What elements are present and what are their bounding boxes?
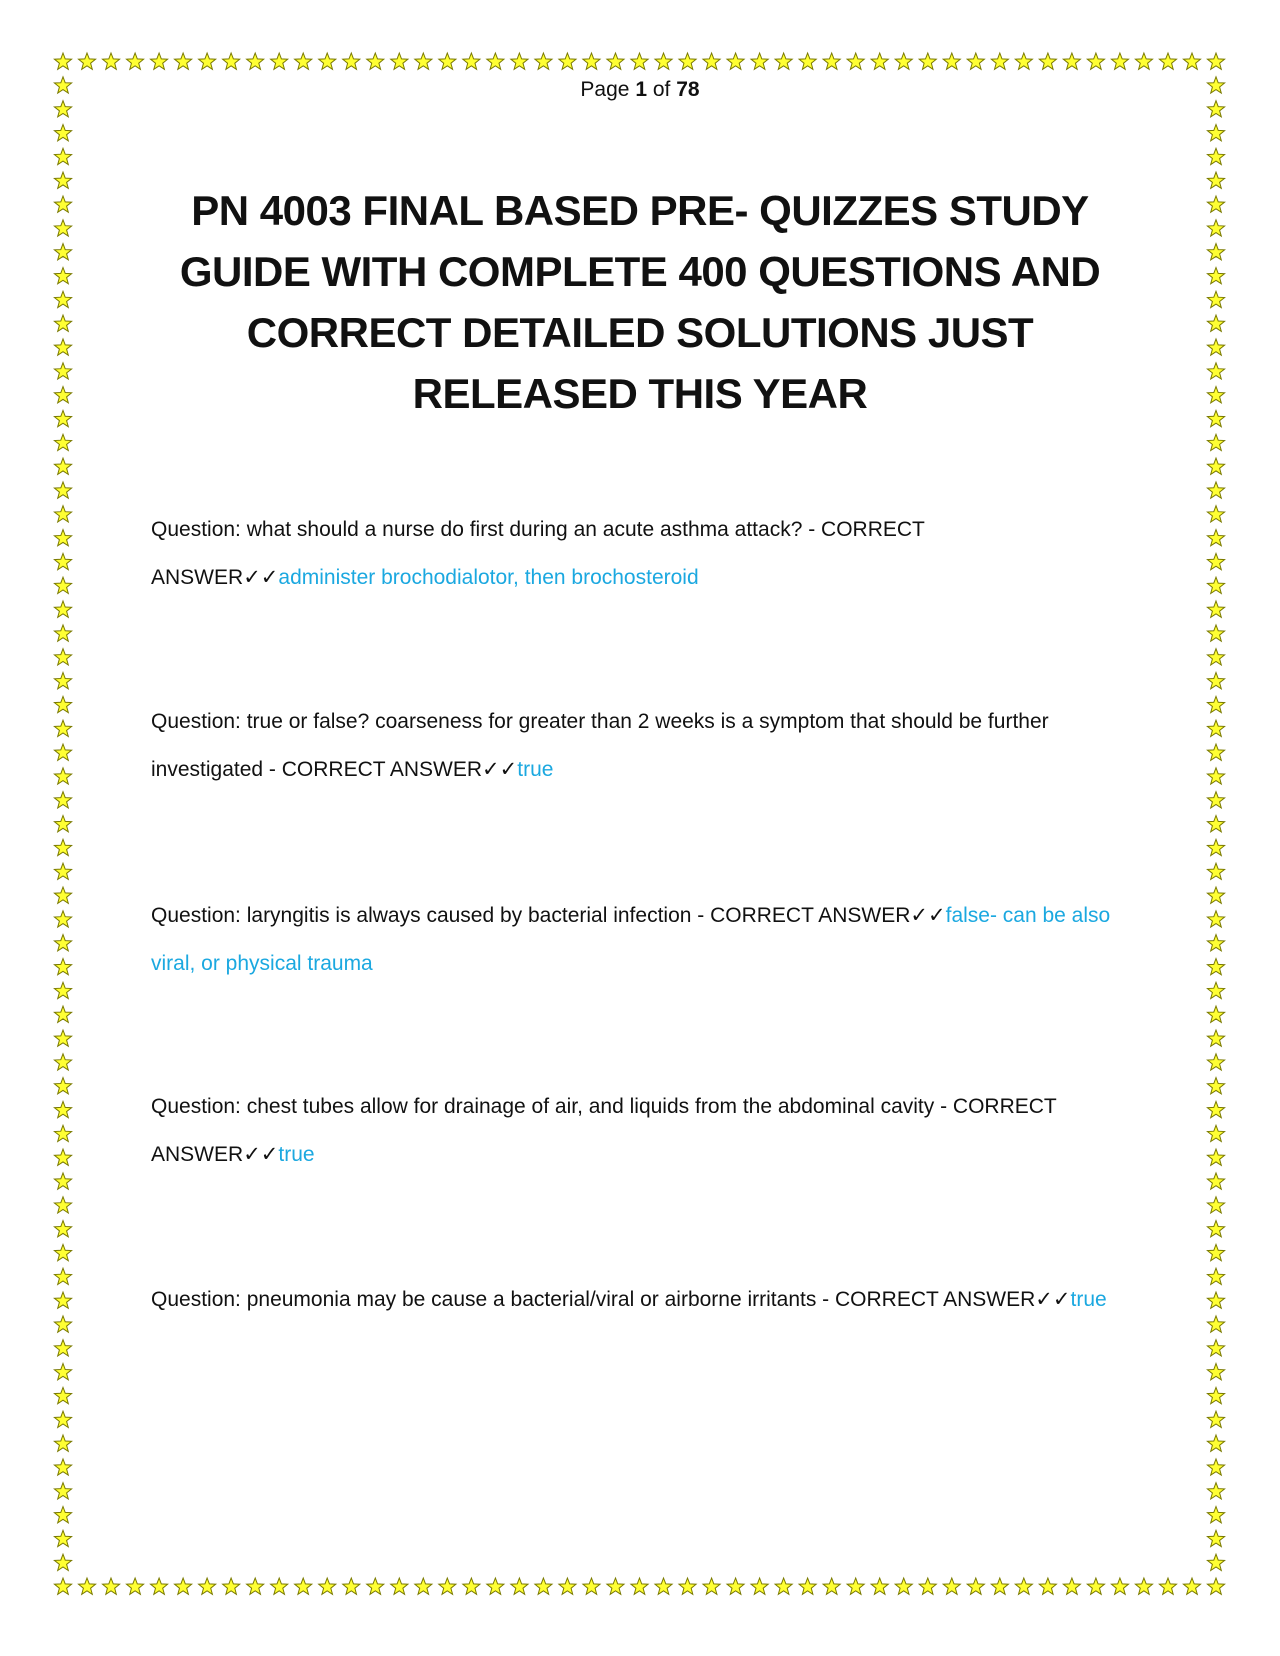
star-icon — [54, 1197, 71, 1213]
star-icon — [511, 1578, 528, 1594]
star-icon — [799, 53, 816, 69]
star-icon — [127, 1578, 144, 1594]
star-icon — [1183, 53, 1200, 69]
star-icon — [54, 720, 71, 736]
star-icon — [1207, 601, 1224, 617]
star-icon — [1063, 1578, 1080, 1594]
star-icon — [54, 172, 71, 188]
check-icon: ✓✓ — [243, 1143, 279, 1166]
star-icon — [895, 1578, 912, 1594]
star-icon — [1207, 1340, 1224, 1356]
star-icon — [1207, 1197, 1224, 1213]
star-icon — [1207, 696, 1224, 712]
qa-item — [151, 698, 1136, 794]
star-icon — [1207, 1125, 1224, 1141]
star-icon — [1207, 53, 1224, 69]
star-icon — [54, 601, 71, 617]
star-icon — [1207, 410, 1224, 426]
star-icon — [367, 1578, 384, 1594]
star-icon — [54, 434, 71, 450]
star-icon — [54, 649, 71, 665]
star-icon — [54, 935, 71, 951]
star-icon — [655, 1578, 672, 1594]
star-icon — [54, 291, 71, 307]
star-icon — [823, 1578, 840, 1594]
star-icon — [1135, 1578, 1152, 1594]
star-icon — [1207, 530, 1224, 546]
star-icon — [727, 1578, 744, 1594]
star-icon — [1207, 1459, 1224, 1475]
star-icon — [1207, 577, 1224, 593]
star-icon — [1207, 1292, 1224, 1308]
star-icon — [1207, 363, 1224, 379]
star-icon — [679, 1578, 696, 1594]
star-icon — [54, 553, 71, 569]
star-icon — [343, 1578, 360, 1594]
star-icon — [54, 863, 71, 879]
star-icon — [967, 53, 984, 69]
star-icon — [54, 1292, 71, 1308]
star-icon — [1207, 959, 1224, 975]
star-icon — [1207, 387, 1224, 403]
star-icon — [1207, 792, 1224, 808]
star-icon — [1207, 1316, 1224, 1332]
star-icon — [1207, 720, 1224, 736]
star-icon — [54, 887, 71, 903]
star-icon — [54, 244, 71, 260]
star-icon — [1135, 53, 1152, 69]
star-icon — [295, 1578, 312, 1594]
question-text: Question: chest tubes allow for drainage of air, and liquids from the abdominal cavity - CORRECT ANSWER — [151, 1095, 1057, 1166]
star-icon — [54, 196, 71, 212]
star-icon — [175, 1578, 192, 1594]
star-icon — [871, 53, 888, 69]
star-icon — [1207, 673, 1224, 689]
question-text: Question: pneumonia may be cause a bacterial/viral or airborne irritants - CORRECT ANSWER — [151, 1288, 1036, 1311]
star-icon — [295, 53, 312, 69]
star-icon — [54, 744, 71, 760]
star-icon — [103, 53, 120, 69]
star-icon — [895, 53, 912, 69]
question-text: Question: what should a nurse do first during an acute asthma attack? - CORRECT ANSWER — [151, 518, 925, 589]
star-icon — [54, 1578, 71, 1594]
star-icon — [559, 53, 576, 69]
star-icon — [54, 1030, 71, 1046]
star-icon — [127, 53, 144, 69]
star-icon — [199, 1578, 216, 1594]
star-icon — [54, 1459, 71, 1475]
star-icon — [54, 339, 71, 355]
star-icon — [54, 577, 71, 593]
star-icon — [823, 53, 840, 69]
qa-item — [151, 892, 1136, 988]
answer-text: false- can be also viral, or physical trauma — [151, 904, 1111, 975]
star-icon — [54, 1173, 71, 1189]
star-icon — [247, 1578, 264, 1594]
star-icon — [1207, 1530, 1224, 1546]
star-icon — [54, 982, 71, 998]
answer-text: administer brochodialotor, then brochosteroid — [278, 566, 699, 589]
star-icon — [1207, 1221, 1224, 1237]
star-icon — [391, 1578, 408, 1594]
star-icon — [871, 1578, 888, 1594]
star-icon — [1207, 553, 1224, 569]
star-icon — [247, 53, 264, 69]
star-icon — [799, 1578, 816, 1594]
star-icon — [1039, 53, 1056, 69]
star-icon — [54, 482, 71, 498]
check-icon: ✓✓ — [910, 904, 946, 927]
star-icon — [1207, 291, 1224, 307]
star-icon — [1207, 148, 1224, 164]
star-icon — [1207, 1149, 1224, 1165]
star-icon — [54, 506, 71, 522]
star-icon — [487, 53, 504, 69]
page-label: Page — [580, 78, 630, 101]
star-icon — [54, 1221, 71, 1237]
star-icon — [54, 625, 71, 641]
star-icon — [1015, 53, 1032, 69]
answer-text: true — [1070, 1288, 1107, 1311]
star-icon — [1207, 339, 1224, 355]
star-icon — [1207, 1554, 1224, 1570]
star-icon — [54, 1125, 71, 1141]
star-icon — [415, 53, 432, 69]
star-icon — [943, 53, 960, 69]
star-icon — [559, 1578, 576, 1594]
star-icon — [1207, 1054, 1224, 1070]
star-icon — [54, 959, 71, 975]
star-icon — [54, 268, 71, 284]
star-icon — [511, 53, 528, 69]
star-icon — [415, 1578, 432, 1594]
star-icon — [343, 53, 360, 69]
question-text: Question: true or false? coarseness for greater than 2 weeks is a symptom that should be further investigated - CORRECT ANSWER — [151, 710, 1049, 781]
star-icon — [271, 53, 288, 69]
star-icon — [1207, 1483, 1224, 1499]
star-icon — [751, 1578, 768, 1594]
star-icon — [1207, 268, 1224, 284]
qa-item — [151, 1276, 1136, 1324]
star-icon — [54, 410, 71, 426]
star-icon — [1207, 1244, 1224, 1260]
star-icon — [1207, 839, 1224, 855]
star-icon — [54, 1554, 71, 1570]
star-icon — [847, 53, 864, 69]
star-icon — [54, 1244, 71, 1260]
star-icon — [54, 220, 71, 236]
star-icon — [54, 1387, 71, 1403]
star-icon — [1207, 125, 1224, 141]
star-icon — [943, 1578, 960, 1594]
star-icon — [54, 911, 71, 927]
star-icon — [991, 1578, 1008, 1594]
star-icon — [919, 53, 936, 69]
star-icon — [1207, 244, 1224, 260]
star-icon — [1207, 744, 1224, 760]
star-icon — [54, 768, 71, 784]
star-icon — [1207, 506, 1224, 522]
star-icon — [1207, 768, 1224, 784]
star-icon — [54, 1483, 71, 1499]
star-icon — [535, 53, 552, 69]
star-icon — [54, 1340, 71, 1356]
page-current: 1 — [635, 78, 647, 101]
star-icon — [1207, 1030, 1224, 1046]
page-total: 78 — [676, 78, 700, 101]
star-icon — [1207, 911, 1224, 927]
star-icon — [991, 53, 1008, 69]
star-icon — [631, 53, 648, 69]
star-icon — [1063, 53, 1080, 69]
star-icon — [1207, 935, 1224, 951]
star-icon — [175, 53, 192, 69]
star-icon — [1207, 1268, 1224, 1284]
star-icon — [367, 53, 384, 69]
star-icon — [1207, 1578, 1224, 1594]
star-icon — [1207, 1078, 1224, 1094]
star-icon — [54, 1364, 71, 1380]
star-icon — [1207, 1435, 1224, 1451]
star-icon — [967, 1578, 984, 1594]
star-icon — [54, 1078, 71, 1094]
star-icon — [487, 1578, 504, 1594]
star-icon — [1207, 887, 1224, 903]
star-icon — [439, 53, 456, 69]
star-icon — [54, 1530, 71, 1546]
star-icon — [54, 315, 71, 331]
star-icon — [271, 1578, 288, 1594]
answer-text: true — [278, 1143, 315, 1166]
star-icon — [1159, 1578, 1176, 1594]
star-icon — [54, 458, 71, 474]
star-icon — [847, 1578, 864, 1594]
star-icon — [607, 1578, 624, 1594]
star-icon — [1015, 1578, 1032, 1594]
star-icon — [54, 53, 71, 69]
star-icon — [1207, 625, 1224, 641]
star-icon — [223, 53, 240, 69]
star-icon — [54, 530, 71, 546]
star-icon — [775, 53, 792, 69]
star-icon — [54, 363, 71, 379]
star-icon — [54, 1316, 71, 1332]
question-text: Question: laryngitis is always caused by bacterial infection - CORRECT ANSWER — [151, 904, 911, 927]
star-icon — [727, 53, 744, 69]
star-icon — [54, 816, 71, 832]
star-icon — [1207, 1006, 1224, 1022]
star-icon — [679, 53, 696, 69]
star-icon — [103, 1578, 120, 1594]
document-title: PN 4003 FINAL BASED PRE- QUIZZES STUDY GUIDE WITH COMPLETE 400 QUESTIONS AND CORRECT DETAILED SOLUTIONS JUST RELEASED THIS YEAR — [179, 187, 1101, 417]
star-icon — [1087, 53, 1104, 69]
star-icon — [54, 148, 71, 164]
star-icon — [319, 53, 336, 69]
star-icon — [1207, 458, 1224, 474]
star-icon — [703, 53, 720, 69]
star-icon — [199, 53, 216, 69]
star-icon — [463, 1578, 480, 1594]
star-icon — [151, 1578, 168, 1594]
star-icon — [1207, 816, 1224, 832]
star-icon — [1207, 482, 1224, 498]
star-icon — [54, 101, 71, 117]
star-icon — [1111, 1578, 1128, 1594]
star-icon — [463, 53, 480, 69]
star-icon — [775, 1578, 792, 1594]
star-icon — [319, 1578, 336, 1594]
star-icon — [1207, 1411, 1224, 1427]
star-icon — [223, 1578, 240, 1594]
star-icon — [1207, 196, 1224, 212]
star-icon — [703, 1578, 720, 1594]
star-icon — [655, 53, 672, 69]
star-icon — [919, 1578, 936, 1594]
page-number — [0, 78, 1280, 102]
check-icon: ✓✓ — [482, 758, 518, 781]
star-icon — [1111, 53, 1128, 69]
star-icon — [583, 1578, 600, 1594]
star-icon — [631, 1578, 648, 1594]
star-icon — [79, 1578, 96, 1594]
star-icon — [54, 673, 71, 689]
star-icon — [54, 1268, 71, 1284]
star-icon — [54, 696, 71, 712]
star-icon — [1087, 1578, 1104, 1594]
star-icon — [1207, 220, 1224, 236]
qa-item — [151, 506, 1136, 602]
star-icon — [1207, 1101, 1224, 1117]
star-icon — [1207, 434, 1224, 450]
star-icon — [391, 53, 408, 69]
star-icon — [1207, 863, 1224, 879]
star-icon — [1207, 982, 1224, 998]
star-icon — [1207, 1173, 1224, 1189]
star-icon — [54, 1006, 71, 1022]
star-icon — [1207, 649, 1224, 665]
star-icon — [54, 1054, 71, 1070]
star-icon — [583, 53, 600, 69]
star-icon — [1207, 1387, 1224, 1403]
star-icon — [751, 53, 768, 69]
star-icon — [54, 1101, 71, 1117]
star-icon — [1159, 53, 1176, 69]
star-icon — [1207, 101, 1224, 117]
star-icon — [535, 1578, 552, 1594]
star-icon — [54, 1149, 71, 1165]
star-icon — [1039, 1578, 1056, 1594]
star-icon — [1207, 1507, 1224, 1523]
check-icon: ✓✓ — [243, 566, 279, 589]
star-icon — [54, 125, 71, 141]
star-icon — [607, 53, 624, 69]
star-icon — [1207, 1364, 1224, 1380]
star-icon — [1183, 1578, 1200, 1594]
star-icon — [151, 53, 168, 69]
star-icon — [1207, 315, 1224, 331]
answer-text: true — [517, 758, 554, 781]
star-icon — [54, 387, 71, 403]
qa-item — [151, 1083, 1136, 1179]
check-icon: ✓✓ — [1035, 1288, 1071, 1311]
star-icon — [54, 839, 71, 855]
star-icon — [54, 1507, 71, 1523]
star-icon — [54, 792, 71, 808]
star-icon — [1207, 172, 1224, 188]
star-icon — [439, 1578, 456, 1594]
page-of: of — [652, 78, 671, 101]
star-icon — [54, 1411, 71, 1427]
star-icon — [54, 1435, 71, 1451]
star-icon — [79, 53, 96, 69]
